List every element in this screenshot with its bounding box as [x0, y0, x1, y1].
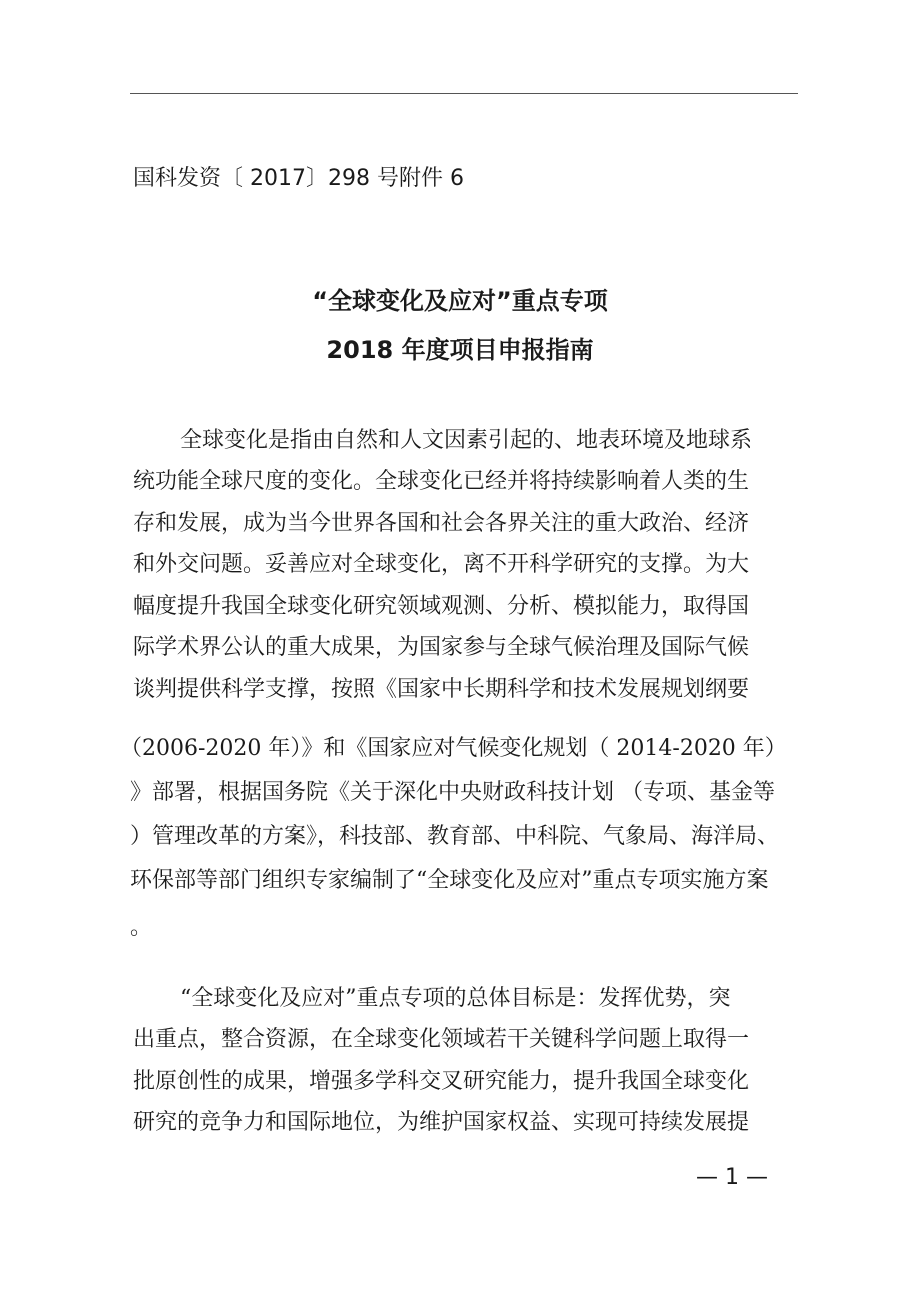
paragraph-line: 全球变化是指由自然和人文因素引起的、地表环境及地球系 [180, 428, 753, 453]
paragraph-line: （2006-2020 年）》和《国家应对气候变化规划（ 2014-2020 年） [120, 736, 787, 761]
paragraph-line: 研究的竞争力和国际地位，为维护国家权益、实现可持续发展提 [133, 1110, 750, 1135]
header-rule [130, 93, 798, 94]
paragraph-line: 幅度提升我国全球变化研究领域观测、分析、模拟能力，取得国 [133, 594, 750, 619]
paragraph-line: 》部署，根据国务院《关于深化中央财政科技计划 （专项、基金等 [130, 780, 775, 805]
paragraph-line: 存和发展，成为当今世界各国和社会各界关注的重大政治、经济 [133, 511, 750, 536]
title-line-1: “全球变化及应对”重点专项 [312, 287, 608, 315]
title-line-2: 2018 年度项目申报指南 [326, 336, 594, 364]
paragraph-line: 和外交问题。妥善应对全球变化，离不开科学研究的支撑。为大 [133, 552, 750, 577]
paragraph-line: 批原创性的成果，增强多学科交叉研究能力，提升我国全球变化 [133, 1069, 750, 1094]
paragraph-line: 出重点，整合资源，在全球变化领域若干关键科学问题上取得一 [133, 1027, 750, 1052]
paragraph-line: 。 [130, 915, 153, 940]
paragraph-line: 谈判提供科学支撑，按照《国家中长期科学和技术发展规划纲要 [133, 677, 750, 702]
paragraph-line: 际学术界公认的重大成果，为国家参与全球气候治理及国际气候 [133, 635, 750, 660]
document-reference: 国科发资〔 2017〕298 号附件 6 [133, 166, 464, 191]
paragraph-line: 环保部等部门组织专家编制了“全球变化及应对”重点专项实施方案 [130, 868, 769, 893]
paragraph-line: ）管理改革的方案》，科技部、教育部、中科院、气象局、海洋局、 [130, 824, 780, 849]
paragraph-line: 统功能全球尺度的变化。全球变化已经并将持续影响着人类的生 [133, 469, 750, 494]
paragraph-line: “全球变化及应对”重点专项的总体目标是：发挥优势，突 [180, 986, 731, 1011]
page-number: — 1 — [696, 1165, 768, 1190]
